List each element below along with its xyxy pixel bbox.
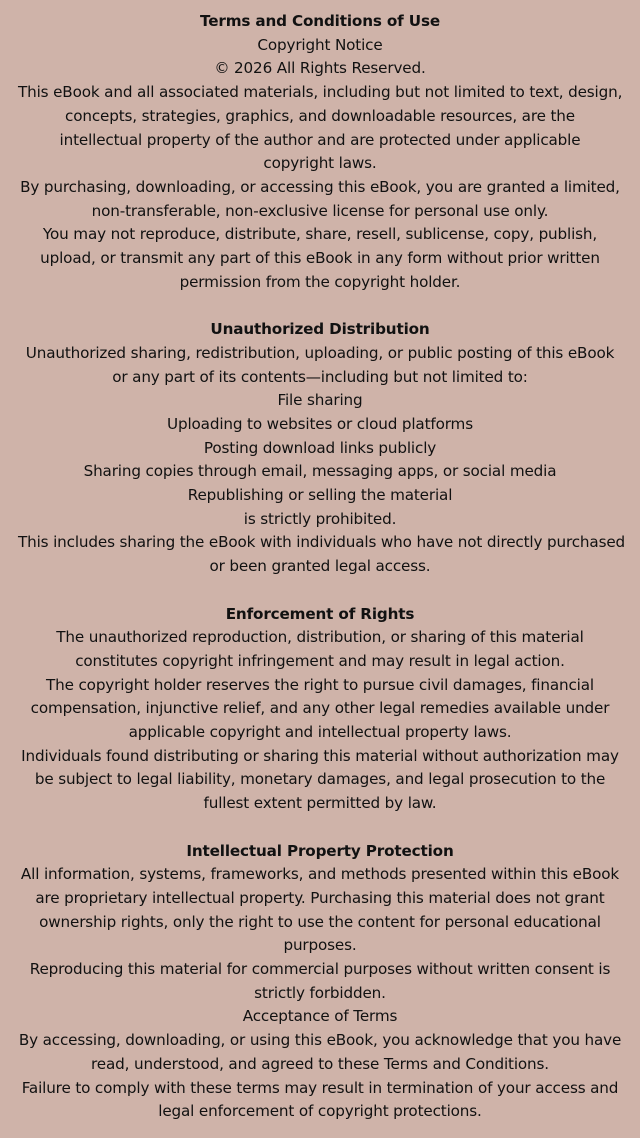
- enforcement-text-line: The unauthorized reproduction, distribution, or sharing of this material: [56, 628, 584, 647]
- ip-text-line: purposes.: [283, 936, 357, 955]
- ip-text-line: All information, systems, frameworks, and methods presented within this eBook: [20, 865, 620, 884]
- distribution-list-item: Uploading to websites or cloud platforms: [167, 414, 473, 433]
- license-text-line: By purchasing, downloading, or accessing this eBook, you are granted a limited,: [20, 177, 620, 196]
- enforcement-text-line: fullest extent permitted by law.: [203, 794, 437, 813]
- termination-text-line: legal enforcement of copyright protections.: [158, 1102, 482, 1121]
- enforcement-text-line: compensation, injunctive relief, and any other legal remedies available under: [30, 699, 610, 718]
- intro-text-line: concepts, strategies, graphics, and downloadable resources, are the: [65, 106, 575, 125]
- section-spacer: [18, 816, 622, 840]
- restriction-text-line: upload, or transmit any part of this eBook in any form without prior written: [40, 249, 600, 268]
- acceptance-label: Acceptance of Terms: [242, 1007, 398, 1026]
- distribution-list-item: Sharing copies through email, messaging apps, or social media: [83, 462, 557, 481]
- intro-text-line: copyright laws.: [263, 154, 377, 173]
- enforcement-text-line: applicable copyright and intellectual property laws.: [128, 723, 512, 742]
- ip-text-line: strictly forbidden.: [254, 983, 386, 1002]
- page-title: Terms and Conditions of Use: [200, 12, 440, 30]
- distribution-list-item: Posting download links publicly: [203, 438, 437, 457]
- license-text-line: non-transferable, non-exclusive license for personal use only.: [91, 201, 549, 220]
- distribution-lead-line: or any part of its contents—including but not limited to:: [112, 367, 528, 386]
- enforcement-text-line: The copyright holder reserves the right to pursue civil damages, financial: [46, 675, 594, 694]
- ip-text-line: are proprietary intellectual property. Purchasing this material does not grant: [35, 888, 605, 907]
- distribution-list-item: File sharing: [277, 391, 363, 410]
- restriction-text-line: You may not reproduce, distribute, share, resell, sublicense, copy, publish,: [42, 225, 598, 244]
- enforcement-text-line: constitutes copyright infringement and may result in legal action.: [75, 651, 565, 670]
- distribution-lead-line: Unauthorized sharing, redistribution, uploading, or public posting of this eBook: [25, 343, 615, 362]
- distribution-extra-line: or been granted legal access.: [209, 557, 431, 576]
- termination-text-line: Failure to comply with these terms may result in termination of your access and: [21, 1078, 619, 1097]
- ip-text-line: ownership rights, only the right to use the content for personal educational: [39, 912, 601, 931]
- section-spacer: [18, 294, 622, 318]
- restriction-text-line: permission from the copyright holder.: [179, 272, 461, 291]
- acceptance-text-line: read, understood, and agreed to these Terms and Conditions.: [91, 1054, 549, 1073]
- distribution-closing: is strictly prohibited.: [243, 509, 397, 528]
- distribution-extra-line: This includes sharing the eBook with individuals who have not directly purchased: [18, 533, 626, 552]
- ip-text-line: Reproducing this material for commercial purposes without written consent is: [29, 960, 611, 979]
- section-heading-ip: Intellectual Property Protection: [186, 841, 454, 860]
- copyright-label: Copyright Notice: [257, 35, 383, 54]
- enforcement-text-line: Individuals found distributing or sharing this material without authorization may: [21, 746, 619, 765]
- copyright-line: © 2026 All Rights Reserved.: [214, 59, 426, 78]
- section-heading-distribution: Unauthorized Distribution: [210, 320, 430, 339]
- intro-text-line: This eBook and all associated materials, including but not limited to text, design,: [18, 83, 623, 102]
- enforcement-text-line: be subject to legal liability, monetary damages, and legal prosecution to the: [34, 770, 606, 789]
- distribution-list-item: Republishing or selling the material: [187, 486, 453, 505]
- acceptance-text-line: By accessing, downloading, or using this eBook, you acknowledge that you have: [18, 1031, 622, 1050]
- section-spacer: [18, 579, 622, 603]
- section-heading-enforcement: Enforcement of Rights: [225, 604, 415, 623]
- intro-text-line: intellectual property of the author and are protected under applicable: [59, 130, 581, 149]
